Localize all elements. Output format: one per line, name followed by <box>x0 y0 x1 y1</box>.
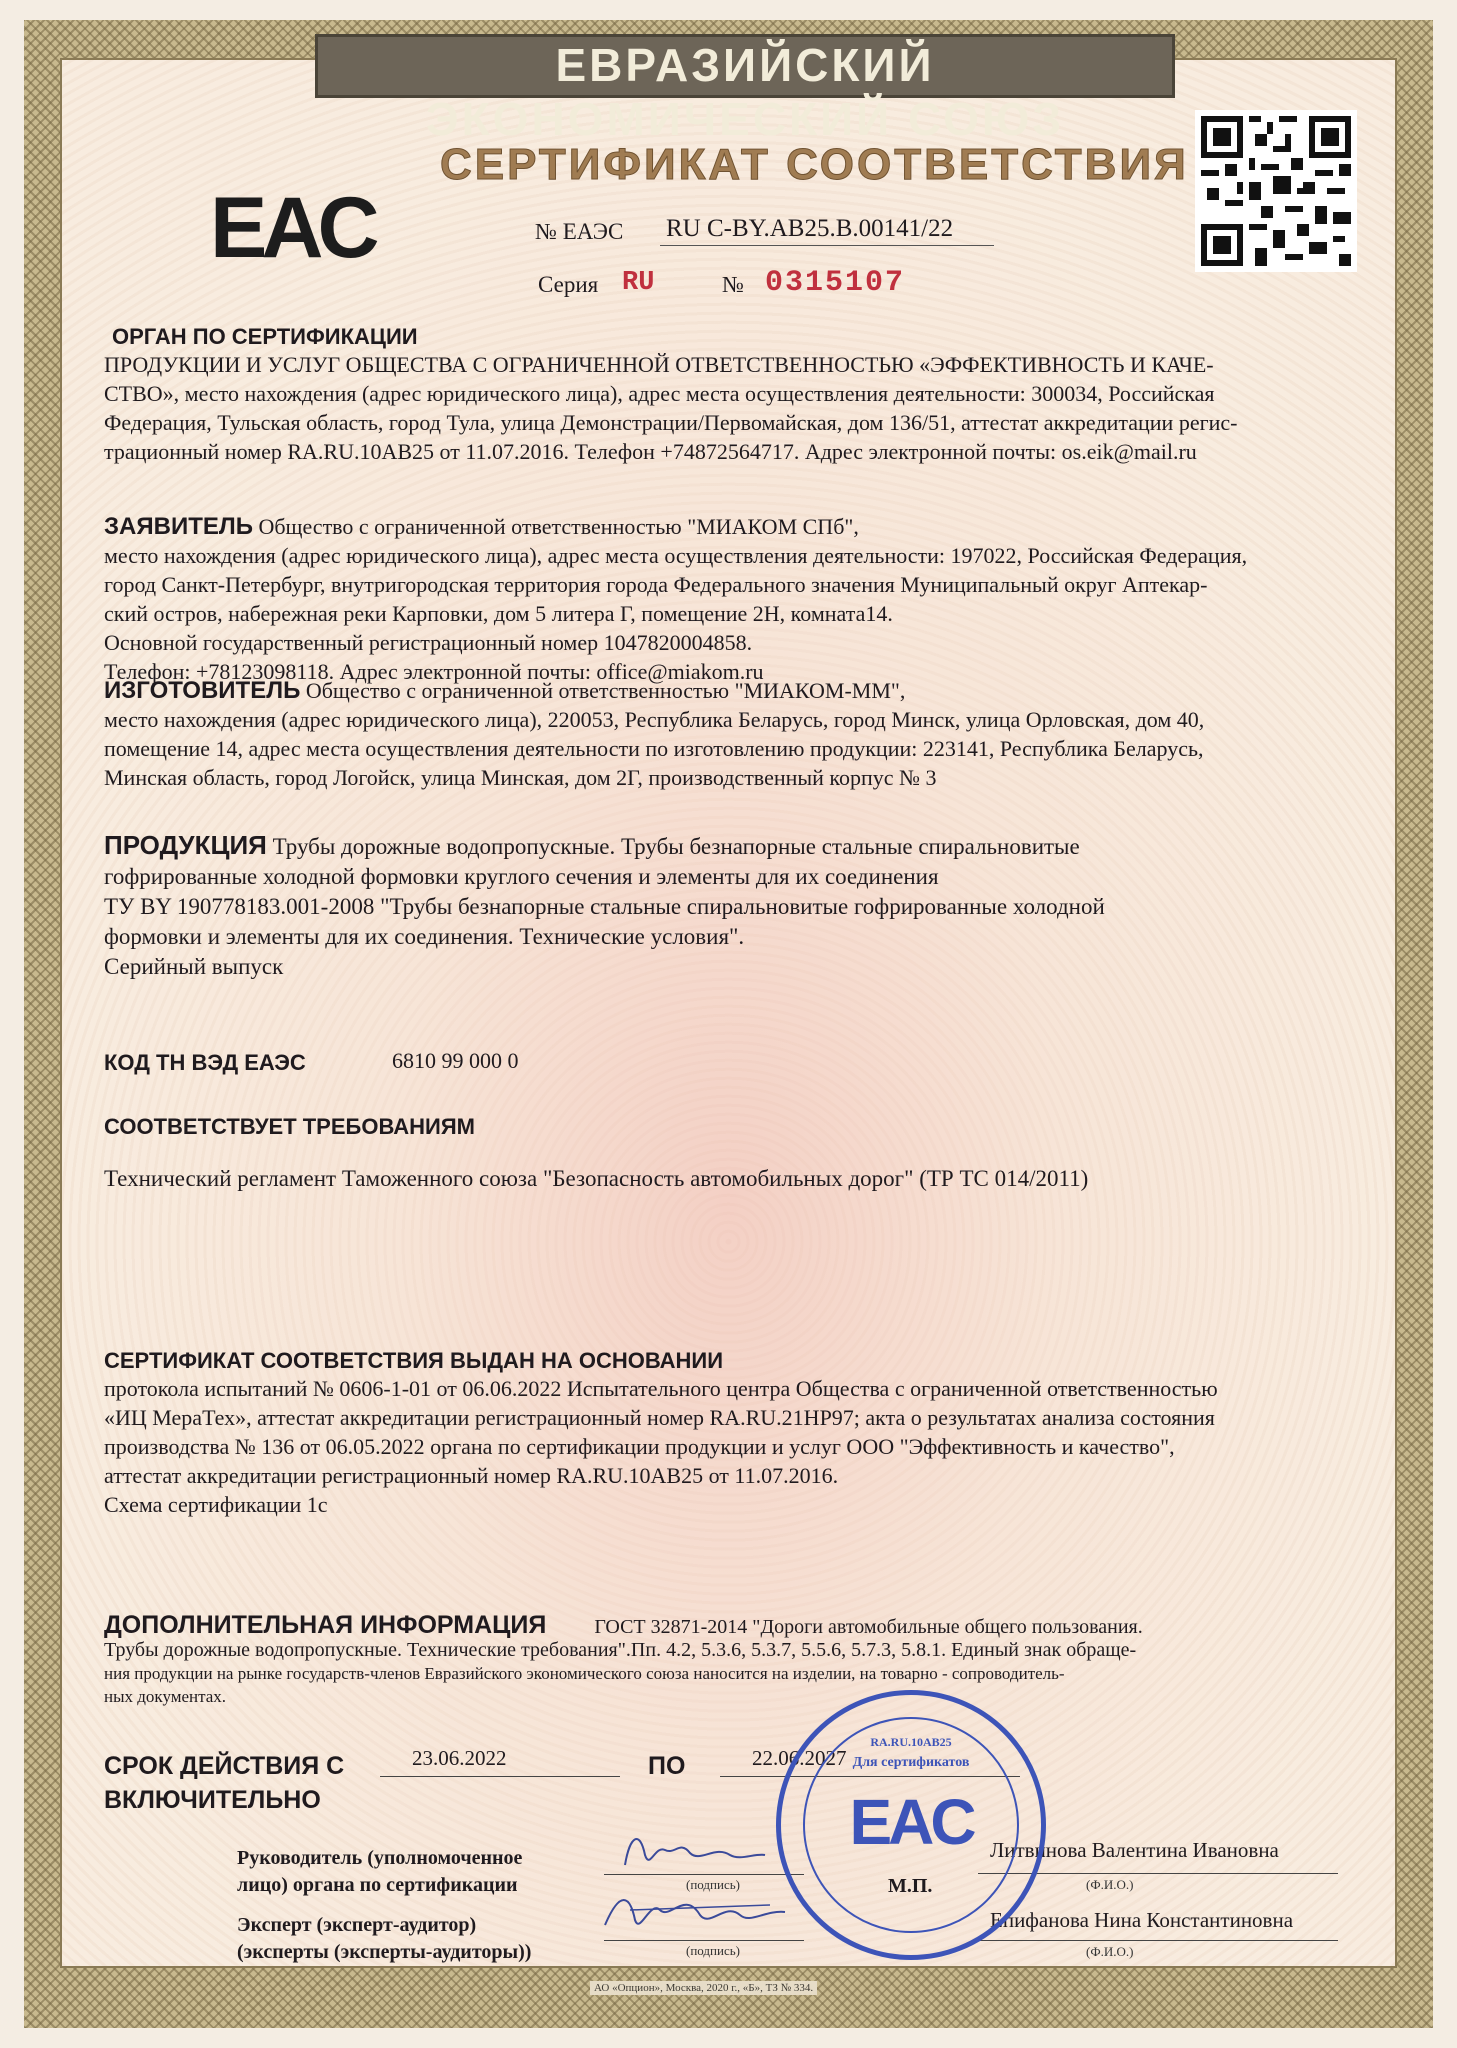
qr-code <box>1195 110 1357 272</box>
fio-caption: (Ф.И.О.) <box>1086 1877 1134 1892</box>
union-title: ЕВРАЗИЙСКИЙ ЭКОНОМИЧЕСКИЙ СОЮЗ <box>425 39 1065 145</box>
expert-label-line: Эксперт (эксперт-аудитор) <box>237 1914 477 1936</box>
eac-logo: EAC <box>210 180 374 276</box>
expert-label-line: (эксперты (эксперты-аудиторы)) <box>237 1941 532 1963</box>
tnved-heading: КОД ТН ВЭД ЕАЭС <box>104 1050 306 1075</box>
validity-from-label: СРОК ДЕЙСТВИЯ С <box>104 1752 345 1780</box>
additional-heading: ДОПОЛНИТЕЛЬНАЯ ИНФОРМАЦИЯ <box>104 1611 547 1639</box>
text-line: место нахождения (адрес юридического лица), 220053, Республика Беларусь, город Минск, улица Орловская, дом 40, <box>104 707 1205 732</box>
certificate-title: СЕРТИФИКАТ СООТВЕТСТВИЯ <box>440 140 1189 189</box>
certification-body-text <box>104 350 1237 466</box>
product-section <box>104 830 1105 982</box>
text-line: Общество с ограниченной ответственностью "МИАКОМ-ММ", <box>305 678 906 703</box>
fio-caption: (Ф.И.О.) <box>1086 1944 1134 1959</box>
expert-signature-line <box>604 1940 804 1941</box>
text-line: ГОСТ 32871-2014 "Дороги автомобильные общего пользования. <box>594 1616 1143 1638</box>
series-value: RU <box>622 268 655 298</box>
text-line: СТВО», место нахождения (адрес юридического лица), адрес места осуществления деятельности: 300034, Российская <box>104 381 1215 406</box>
signature-caption: (подпись) <box>686 1877 740 1892</box>
validity-to-label: ПО <box>648 1752 686 1780</box>
text-line: Федерация, Тульская область, город Тула, улица Демонстрации/Первомайская, дом 136/51, аттестат аккредитации регис- <box>104 410 1238 435</box>
text-line: ния продукции на рынке государств-членов Евразийского экономического союза наносится на изделии, на товарно - сопроводитель- <box>104 1664 1065 1683</box>
series-label: Серия <box>538 272 599 297</box>
text-line: ПРОДУКЦИИ И УСЛУГ ОБЩЕСТВА С ОГРАНИЧЕННОЙ ОТВЕТСТВЕННОСТЬЮ «ЭФФЕКТИВНОСТЬ И КАЧЕ- <box>104 352 1214 377</box>
head-signature <box>620 1825 770 1875</box>
text-line: город Санкт-Петербург, внутригородская территория города Федерального значения Муниципальный округ Аптекар- <box>104 572 1208 597</box>
validity-from-date: 23.06.2022 <box>412 1746 507 1770</box>
expert-label <box>237 1912 531 1966</box>
text-line: ных документах. <box>104 1687 227 1706</box>
expert-signature <box>600 1880 790 1940</box>
signature-caption: (подпись) <box>686 1943 740 1958</box>
from-date-line <box>380 1776 620 1777</box>
text-line: аттестат аккредитации регистрационный номер RA.RU.10АВ25 от 11.07.2016. <box>104 1463 839 1488</box>
printer-imprint: АО «Опцион», Москва, 2020 г., «Б», ТЗ № 334. <box>590 1981 817 1995</box>
serial-number: 0315107 <box>765 266 906 300</box>
text-line: Телефон: +78123098118. Адрес электронной почты: office@miakom.ru <box>104 659 764 684</box>
text-line: место нахождения (адрес юридического лица), адрес места осуществления деятельности: 197022, Российская Федерация, <box>104 543 1248 568</box>
head-name: Литвинова Валентина Ивановна <box>990 1838 1279 1862</box>
text-line: формовки и элементы для их соединения. Технические условия". <box>104 924 745 949</box>
stamp-eac-logo: EAC <box>849 1786 973 1858</box>
text-line: ский остров, набережная реки Карповки, дом 5 литера Г, помещение 2Н, комната14. <box>104 601 893 626</box>
certification-stamp <box>776 1690 1046 1960</box>
basis-heading: СЕРТИФИКАТ СООТВЕТСТВИЯ ВЫДАН НА ОСНОВАНИИ <box>104 1348 724 1373</box>
text-line: гофрированные холодной формовки круглого сечения и элементы для их соединения <box>104 864 939 889</box>
manufacturer-heading: ИЗГОТОВИТЕЛЬ <box>104 677 301 704</box>
stamp-inner-text: Для сертификатов <box>852 1755 970 1770</box>
text-line: Схема сертификации 1с <box>104 1492 328 1517</box>
product-heading: ПРОДУКЦИЯ <box>104 830 267 860</box>
basis-text <box>104 1374 1218 1519</box>
requirements-heading: СООТВЕТСТВУЕТ ТРЕБОВАНИЯМ <box>104 1114 475 1139</box>
text-line: Основной государственный регистрационный номер 1047820004858. <box>104 630 753 655</box>
text-line: Минская область, город Логойск, улица Минская, дом 2Г, производственный корпус № 3 <box>104 765 937 790</box>
text-line: трационный номер RA.RU.10АВ25 от 11.07.2016. Телефон +74872564717. Адрес электронной почты: os.eik@mail.ru <box>104 439 1197 464</box>
head-label <box>237 1845 522 1899</box>
validity-inclusive-label: ВКЛЮЧИТЕЛЬНО <box>104 1786 321 1814</box>
head-label-line: Руководитель (уполномоченное <box>237 1847 523 1869</box>
requirements-text: Технический регламент Таможенного союза "Безопасность автомобильных дорог" (ТР ТС 014/2011) <box>104 1166 1089 1191</box>
text-line: «ИЦ МераТех», аттестат аккредитации регистрационный номер RA.RU.21НР97; акта о результатах анализа состояния <box>104 1405 1215 1430</box>
additional-section <box>104 1611 1143 1708</box>
text-line: Серийный выпуск <box>104 954 284 979</box>
applicant-section <box>104 512 1247 686</box>
validity-to-date: 22.06.2027 <box>752 1746 847 1770</box>
text-line: ТУ BY 190778183.001-2008 "Трубы безнапорные стальные спиральновитые гофрированные холодной <box>104 894 1105 919</box>
manufacturer-section <box>104 676 1204 792</box>
head-label-line: лицо) органа по сертификации <box>237 1874 518 1896</box>
stamp-reg-number: RA.RU.10АВ25 <box>870 1735 952 1749</box>
text-line: помещение 14, адрес места осуществления деятельности по изготовлению продукции: 223141, Республика Беларусь, <box>104 736 1204 761</box>
stamp-place: М.П. <box>888 1875 933 1897</box>
tnved-code: 6810 99 000 0 <box>392 1048 519 1073</box>
text-line: протокола испытаний № 0606-1-01 от 06.06.2022 Испытательного центра Общества с ограниченной ответственностью <box>104 1376 1218 1401</box>
applicant-heading: ЗАЯВИТЕЛЬ <box>104 513 253 540</box>
certification-body-heading: ОРГАН ПО СЕРТИФИКАЦИИ <box>112 324 418 349</box>
text-line: Трубы дорожные водопропускные. Технические требования".Пп. 4.2, 5.3.6, 5.3.7, 5.5.6, 5.7.3, 5.8.1. Единый знак обраще- <box>104 1639 1137 1661</box>
expert-name: Епифанова Нина Константиновна <box>990 1908 1294 1932</box>
number-label: № ЕАЭС <box>535 219 624 244</box>
serial-label: № <box>722 272 744 297</box>
certificate-number: RU C-BY.АВ25.В.00141/22 <box>660 215 994 246</box>
expert-name-line <box>978 1940 1338 1941</box>
text-line: Трубы дорожные водопропускные. Трубы безнапорные стальные спиральновитые <box>272 834 1080 859</box>
text-line: производства № 136 от 06.05.2022 органа по сертификации продукции и услуг ООО "Эффективность и качество", <box>104 1434 1175 1459</box>
text-line: Общество с ограниченной ответственностью "МИАКОМ СПб", <box>258 514 859 539</box>
